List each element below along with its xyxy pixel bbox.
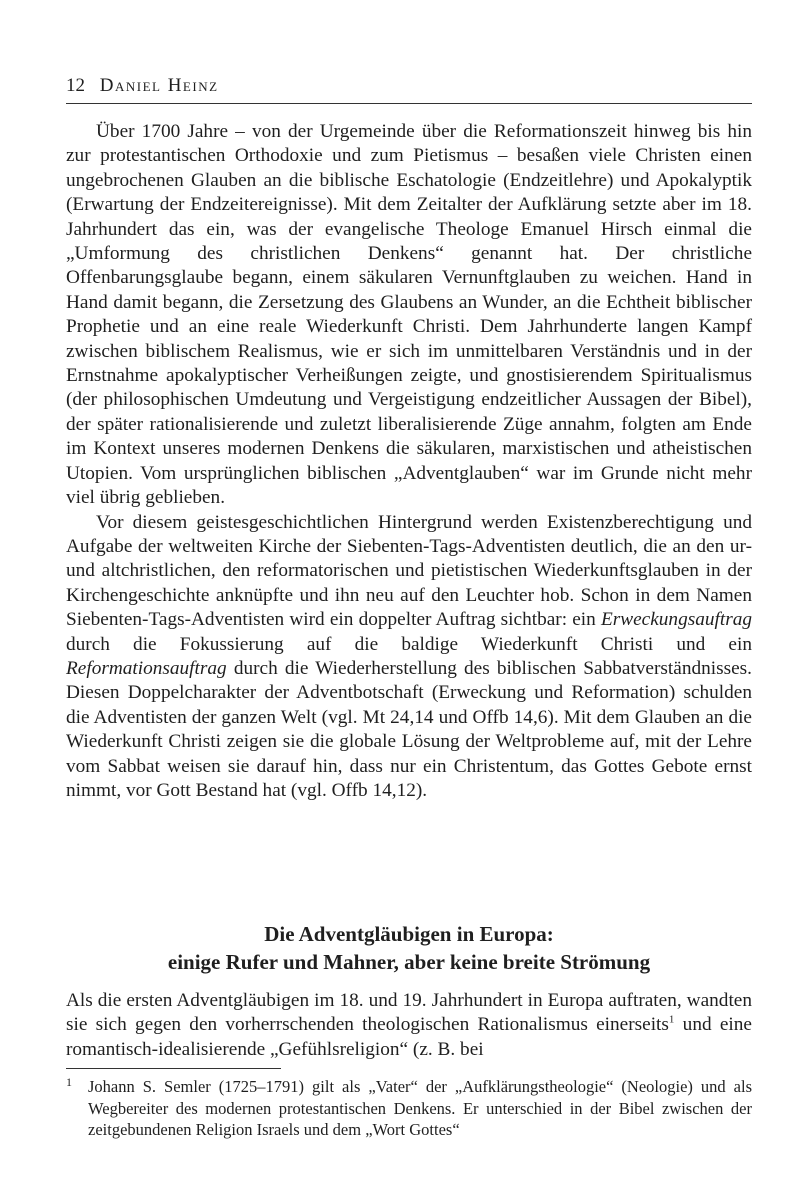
- footnote-rule: [66, 1068, 281, 1069]
- text-run: Vor diesem geistesgeschichtlichen Hintergrund werden Existenzberechtigung und Aufgabe der weltweiten Kirche der Siebenten-Tags-Adventisten deutlich, die an den ur- und altchristlichen, den reformatorischen und pietistischen Wiederkunftsglauben in der Kirchengeschichte anknüpfte und ihn neu auf den Leuchter hob. Schon in dem Namen Siebenten-Tags-Adventisten wird ein doppelter Auftrag sichtbar: ein: [66, 511, 752, 631]
- footnote-reference: 1: [668, 1013, 675, 1026]
- text-run: durch die Wiederherstellung des biblischen Sabbatverständnisses. Diesen Doppelcharakter der Adventbotschaft (Erweckung und Reformation) schulden die Adventisten der ganzen Welt (vgl. Mt 24,14 und Offb 14,6). Mit dem Glauben an die Wiederkunft Christi zeigen sie die globale Lösung der Weltprobleme auf, mit der Lehre vom Sabbat weisen sie darauf hin, dass nur ein Christentum, das Gottes Gebote ernst nimmt, vor Gott Bestand hat (vgl. Offb 14,12).: [66, 657, 752, 801]
- running-header-author: Daniel Heinz: [99, 75, 219, 96]
- footnote-text: Johann S. Semler (1725–1791) gilt als „Vater“ der „Aufklärungstheologie“ (Neologie) und als Wegbereiter des modernen protestantischen Denkens. Er unterschied in der Bibel zwischen der zeitgebundenen Religion Israels und dem „Wort Gottes“: [88, 1077, 752, 1139]
- section-heading-line-1: Die Adventgläubigen in Europa:: [264, 922, 554, 946]
- section-paragraph-1: [66, 989, 752, 1062]
- header-rule: [66, 103, 752, 104]
- footnote: [66, 1076, 752, 1141]
- section-body: [66, 989, 752, 1062]
- section-heading: [66, 920, 752, 976]
- emphasized-term: Reformationsauftrag: [66, 657, 227, 679]
- text-run: Über 1700 Jahre – von der Urgemeinde über die Reformationszeit hinweg bis hin zur protestantischen Orthodoxie und zum Pietismus – besaßen viele Christen einen ungebrochenen Glauben an die biblische Eschatologie (Endzeitlehre) und Apokalyptik (Erwartung der Endzeitereignisse). Mit dem Zeitalter der Aufklärung setzte aber im 18. Jahrhundert das ein, was der evangelische Theologe Emanuel Hirsch einmal die „Umformung des christlichen Denkens“ genannt hat. Der christliche Offenbarungsglaube begann, einem säkularen Vernunftglauben zu weichen. Hand in Hand damit begann, die Zersetzung des Glaubens an Wunder, an die Echtheit biblischer Prophetie und an eine reale Wiederkunft Christi. Dem Jahrhunderte langen Kampf zwischen biblischem Realismus, wie er sich im unmittelbaren Verständnis und in der Ernstnahme apokalyptischer Verheißungen zeigte, und gnostisierendem Spiritualismus (der philosophischen Umdeutung und Vergeistigung endzeitlicher Aussagen der Bibel), der später rationalisierende und zuletzt liberalisierende Züge annahm, folgten am Ende im Kontext unseres modernen Denkens die säkularen, marxistischen und atheistischen Utopien. Vom ursprünglichen biblischen „Adventglauben“ war im Grunde nicht mehr viel übrig geblieben.: [66, 121, 752, 509]
- paragraph-1: [66, 120, 752, 511]
- emphasized-term: Erweckungsauftrag: [600, 609, 752, 631]
- paragraph-2: [66, 511, 752, 804]
- page-number: 12: [66, 75, 85, 96]
- running-header: [66, 74, 752, 98]
- section-paragraph-1-end: und eine romantisch-idealisierende „Gefühlsreligion“ (z. B. bei: [66, 1014, 752, 1060]
- section-paragraph-1-start: Als die ersten Adventgläubigen im 18. und 19. Jahrhundert in Europa auftraten, wandten sie sich gegen den vorherrschenden theologischen Rationalismus einerseits: [66, 990, 752, 1036]
- section-heading-line-2: einige Rufer und Mahner, aber keine breite Strömung: [167, 950, 651, 974]
- body-text: [66, 120, 752, 803]
- footnote-mark: 1: [66, 1075, 72, 1089]
- text-run: durch die Fokussierung auf die baldige Wiederkunft Christi und ein: [66, 633, 752, 655]
